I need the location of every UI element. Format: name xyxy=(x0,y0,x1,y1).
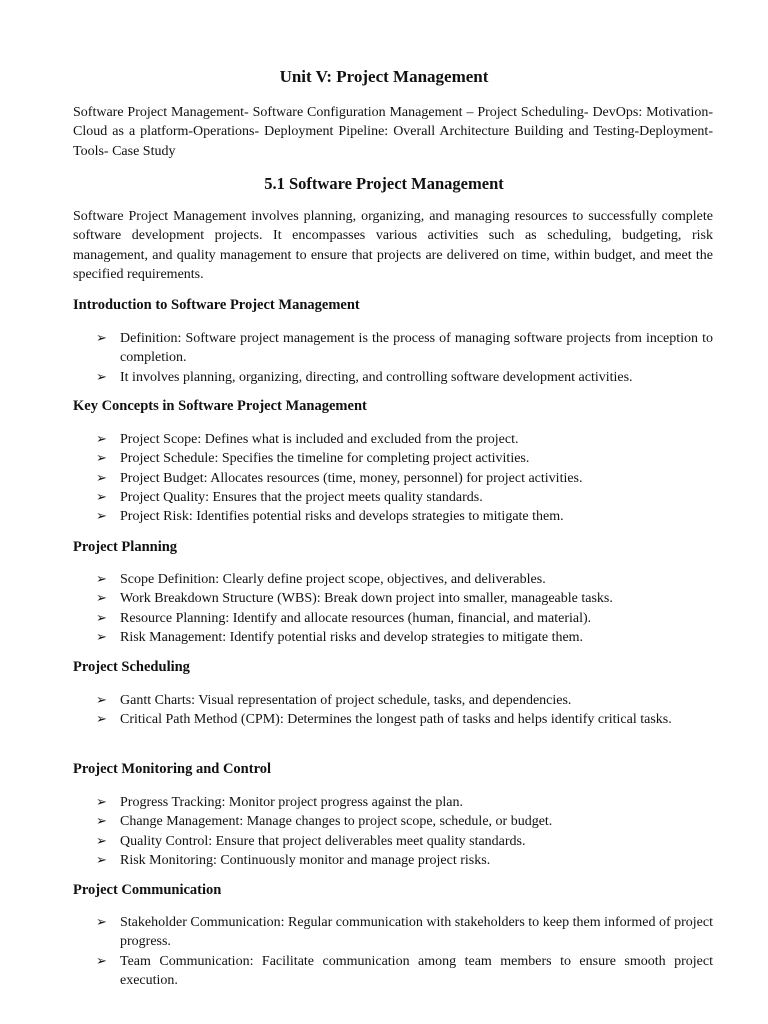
subsection-heading: Project Planning xyxy=(73,539,178,555)
list-item-text: Project Quality: Ensures that the project meets quality standards. xyxy=(120,489,483,505)
list-item xyxy=(73,952,713,991)
arrow-bullet-icon: ➢ xyxy=(96,915,107,930)
list-item-text: Progress Tracking: Monitor project progress against the plan. xyxy=(120,795,463,810)
section-title: 5.1 Software Project Management xyxy=(264,174,504,193)
list-item xyxy=(73,832,713,851)
arrow-bullet-icon: ➢ xyxy=(96,591,107,607)
arrow-bullet-icon: ➢ xyxy=(96,470,107,486)
arrow-bullet-icon: ➢ xyxy=(96,369,107,385)
unit-syllabus-paragraph: Software Project Management- Software Configuration Management – Project Scheduling- DevOps: Motivation-Cloud as a platform-Operations- Deployment Pipeline: Overall Architecture Building and Testing-Deployment- Tools- Case Study xyxy=(73,105,713,159)
arrow-bullet-icon: ➢ xyxy=(96,509,107,525)
list-item xyxy=(73,488,713,507)
list-item-text: Project Schedule: Specifies the timeline for completing project activities. xyxy=(120,451,530,467)
subsection-heading: Project Scheduling xyxy=(73,659,190,675)
list-item xyxy=(73,628,713,647)
page-title: Unit V: Project Management xyxy=(279,67,489,86)
arrow-bullet-icon: ➢ xyxy=(96,814,107,830)
arrow-bullet-icon: ➢ xyxy=(96,432,107,447)
arrow-bullet-icon: ➢ xyxy=(96,629,107,645)
list-item xyxy=(73,812,713,831)
arrow-bullet-icon: ➢ xyxy=(96,572,107,587)
arrow-bullet-icon: ➢ xyxy=(96,712,107,728)
list-item xyxy=(73,368,713,387)
list-item-text: It involves planning, organizing, directing, and controlling software development activities. xyxy=(120,369,633,385)
list-item xyxy=(73,589,713,608)
arrow-bullet-icon: ➢ xyxy=(96,451,107,467)
list-item xyxy=(73,430,713,449)
subsection-heading: Key Concepts in Software Project Management xyxy=(73,398,367,414)
list-item-text: Project Risk: Identifies potential risks and develops strategies to mitigate them. xyxy=(120,509,564,525)
list-item xyxy=(73,469,713,488)
arrow-bullet-icon: ➢ xyxy=(96,693,107,708)
arrow-bullet-icon: ➢ xyxy=(96,852,107,868)
list-item-text: Stakeholder Communication: Regular communication with stakeholders to keep them informed of project progress. xyxy=(120,915,713,950)
list-item-text: Quality Control: Ensure that project deliverables meet quality standards. xyxy=(120,833,526,849)
list-item-text: Definition: Software project management is the process of managing software projects from inception to completion. xyxy=(120,331,713,366)
list-item-text: Critical Path Method (CPM): Determines the longest path of tasks and helps identify critical tasks. xyxy=(120,712,672,728)
arrow-bullet-icon: ➢ xyxy=(96,833,107,849)
arrow-bullet-icon: ➢ xyxy=(96,331,107,346)
list-item-text: Risk Management: Identify potential risks and develop strategies to mitigate them. xyxy=(120,629,584,645)
list-item xyxy=(73,449,713,468)
list-item xyxy=(73,329,713,368)
subsection-heading: Project Monitoring and Control xyxy=(73,761,272,777)
bullet-list xyxy=(73,570,713,647)
arrow-bullet-icon: ➢ xyxy=(96,610,107,626)
list-item-text: Gantt Charts: Visual representation of project schedule, tasks, and dependencies. xyxy=(120,693,572,708)
arrow-bullet-icon: ➢ xyxy=(96,795,107,810)
list-item xyxy=(73,570,713,589)
list-item xyxy=(73,609,713,628)
list-item-text: Project Budget: Allocates resources (time, money, personnel) for project activities. xyxy=(120,470,583,486)
list-item-text: Scope Definition: Clearly define project scope, objectives, and deliverables. xyxy=(120,572,546,587)
list-item-text: Work Breakdown Structure (WBS): Break down project into smaller, manageable tasks. xyxy=(120,591,613,607)
bullet-list xyxy=(73,691,713,730)
bullet-list xyxy=(73,793,713,870)
list-item xyxy=(73,793,713,812)
bullet-list xyxy=(73,430,713,526)
arrow-bullet-icon: ➢ xyxy=(96,953,107,969)
list-item xyxy=(73,691,713,710)
list-item-text: Change Management: Manage changes to project scope, schedule, or budget. xyxy=(120,814,553,830)
list-item xyxy=(73,913,713,952)
subsection-heading: Project Communication xyxy=(73,882,222,898)
list-item-text: Risk Monitoring: Continuously monitor and manage project risks. xyxy=(120,852,491,868)
list-item-text: Team Communication: Facilitate communication among team members to ensure smooth project execution. xyxy=(120,953,713,988)
bullet-list xyxy=(73,913,713,990)
list-item-text: Project Scope: Defines what is included and excluded from the project. xyxy=(120,432,519,447)
list-item xyxy=(73,851,713,870)
list-item xyxy=(73,507,713,526)
list-item xyxy=(73,710,713,729)
subsection-heading: Introduction to Software Project Management xyxy=(73,297,360,313)
bullet-list xyxy=(73,329,713,387)
arrow-bullet-icon: ➢ xyxy=(96,489,107,505)
list-item-text: Resource Planning: Identify and allocate resources (human, financial, and material). xyxy=(120,610,592,626)
section-paragraph: Software Project Management involves planning, organizing, and managing resources to successfully complete software development projects. It encompasses various activities such as scheduling, budgeting, risk management, and quality management to ensure that projects are delivered on time, within budget, and meet the specified requirements. xyxy=(73,209,713,282)
